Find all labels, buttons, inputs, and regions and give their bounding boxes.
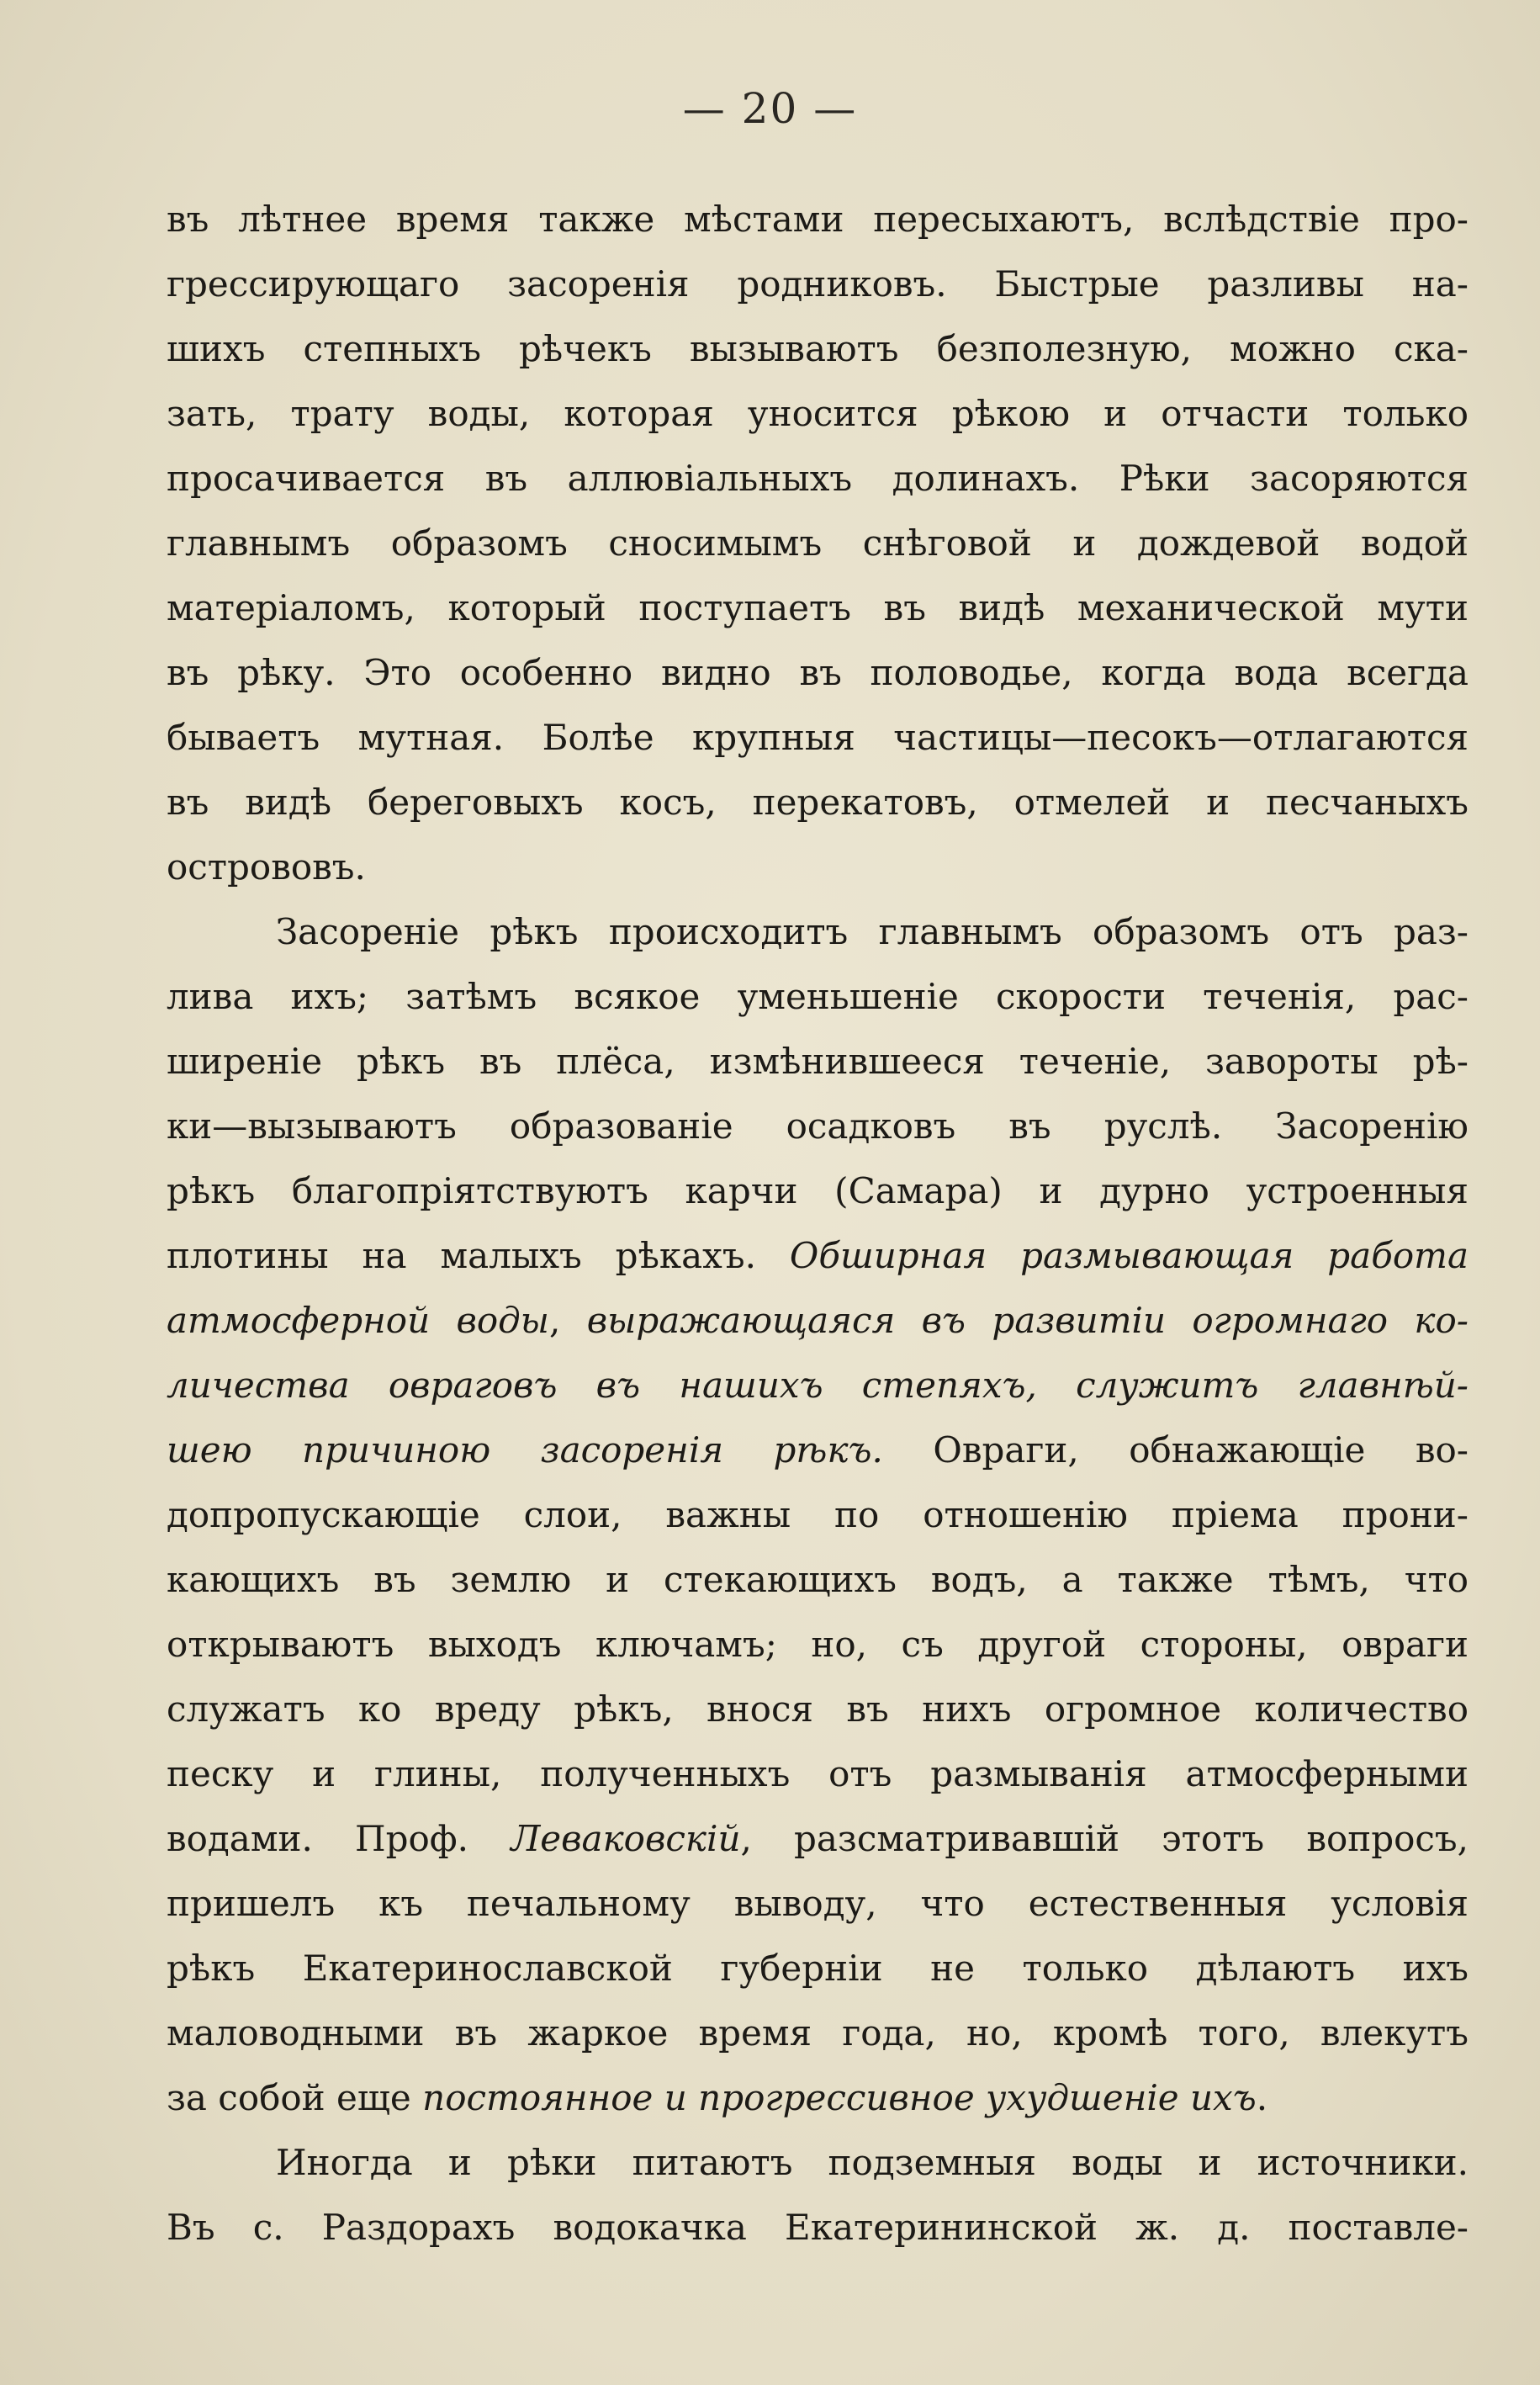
text-line — [167, 1353, 1469, 1418]
italic-segment: атмосферной воды — [167, 1300, 550, 1341]
text-segment: , разсматривавшій этотъ вопросъ, — [740, 1818, 1469, 1859]
text-line — [167, 316, 1469, 381]
text-segment: ширеніе рѣкъ въ плёса, измѣнившееся теченіе, завороты рѣ- — [167, 1041, 1469, 1082]
text-line — [167, 964, 1469, 1029]
text-line — [167, 1547, 1469, 1612]
text-segment: открываютъ выходъ ключамъ; но, съ другой стороны, овраги — [167, 1624, 1469, 1665]
text-line — [167, 1288, 1469, 1353]
text-line — [167, 1482, 1469, 1547]
text-line — [167, 640, 1469, 705]
text-segment: песку и глины, полученныхъ отъ размыванія атмосферными — [167, 1753, 1469, 1794]
text-segment: маловодными въ жаркое время года, но, кромѣ того, влекутъ — [167, 2012, 1469, 2054]
text-line — [167, 446, 1469, 511]
text-segment: главнымъ образомъ сносимымъ снѣговой и дождевой водой — [167, 522, 1469, 564]
text-line — [167, 511, 1469, 575]
text-segment: плотины на малыхъ рѣкахъ. — [167, 1235, 790, 1276]
text-segment: въ лѣтнее время также мѣстами пересыхаютъ, вслѣдствіе про- — [167, 199, 1469, 240]
text-segment: бываетъ мутная. Болѣе крупныя частицы—песокъ—отлагаются — [167, 717, 1469, 758]
text-line — [167, 1223, 1469, 1288]
text-line — [167, 1094, 1469, 1158]
text-segment: острововъ. — [167, 846, 366, 888]
text-segment: просачивается въ аллювіальныхъ долинахъ. Рѣки засоряются — [167, 458, 1469, 499]
paragraph — [167, 187, 1469, 899]
text-line — [167, 2195, 1469, 2260]
text-segment: Овраги, обнажающіе во- — [882, 1429, 1469, 1471]
text-line — [167, 2130, 1469, 2195]
body-text — [167, 187, 1469, 2260]
text-segment: рѣкъ Екатеринославской губерніи не только дѣлаютъ ихъ — [167, 1948, 1469, 1989]
italic-segment: Леваковскій — [511, 1818, 741, 1859]
text-segment: рѣкъ благопріятствуютъ карчи (Самара) и дурно устроенныя — [167, 1170, 1469, 1211]
text-line — [167, 1677, 1469, 1741]
text-segment: въ видѣ береговыхъ косъ, перекатовъ, отмелей и песчаныхъ — [167, 782, 1469, 823]
text-line — [167, 705, 1469, 770]
text-line — [167, 2001, 1469, 2065]
text-segment: въ рѣку. Это особенно видно въ половодье, когда вода всегда — [167, 652, 1469, 693]
text-line — [167, 252, 1469, 316]
italic-segment: Обширная размывающая работа — [789, 1235, 1469, 1276]
text-segment: Въ с. Раздорахъ водокачка Екатерининской ж. д. поставле- — [167, 2207, 1469, 2248]
text-segment: водами. Проф. — [167, 1818, 511, 1859]
text-line — [167, 1741, 1469, 1806]
italic-segment: постоянное и прогрессивное ухудшеніе ихъ — [422, 2077, 1257, 2118]
text-segment: за собой еще — [167, 2077, 423, 2118]
page-number: — 20 — — [682, 84, 858, 133]
italic-segment: личества овраговъ въ нашихъ степяхъ, служитъ главнѣй- — [167, 1365, 1469, 1406]
text-segment: , — [549, 1300, 587, 1341]
text-line — [167, 381, 1469, 446]
text-line — [167, 1936, 1469, 2001]
text-segment: . — [1256, 2077, 1268, 2118]
text-segment: шихъ степныхъ рѣчекъ вызываютъ безполезную, можно ска- — [167, 328, 1469, 369]
paragraph — [167, 2130, 1469, 2260]
italic-segment: шею причиною засоренія рѣкъ. — [167, 1429, 883, 1471]
text-segment: грессирующаго засоренія родниковъ. Быстрые разливы на- — [167, 263, 1469, 305]
text-line — [167, 1871, 1469, 1936]
text-line — [167, 2065, 1469, 2130]
text-segment: ки—вызываютъ образованіе осадковъ въ руслѣ. Засоренію — [167, 1105, 1469, 1147]
text-segment: Иногда и рѣки питаютъ подземныя воды и источники. — [276, 2142, 1469, 2183]
text-line — [167, 1029, 1469, 1094]
text-line — [167, 1158, 1469, 1223]
text-line — [167, 575, 1469, 640]
text-segment: Засореніе рѣкъ происходитъ главнымъ образомъ отъ раз- — [276, 911, 1469, 952]
text-segment: допропускающіе слои, важны по отношенію пріема прони- — [167, 1494, 1469, 1535]
text-segment: кающихъ въ землю и стекающихъ водъ, а также тѣмъ, что — [167, 1559, 1469, 1600]
italic-segment: выражающаяся въ развитіи огромнаго ко- — [586, 1300, 1469, 1341]
text-segment: пришелъ къ печальному выводу, что естественныя условія — [167, 1883, 1469, 1924]
text-segment: зать, трату воды, которая уносится рѣкою и отчасти только — [167, 393, 1469, 434]
text-segment: матеріаломъ, который поступаетъ въ видѣ механической мути — [167, 587, 1469, 628]
text-segment: служатъ ко вреду рѣкъ, внося въ нихъ огромное количество — [167, 1688, 1469, 1730]
text-line — [167, 770, 1469, 835]
text-line — [167, 1806, 1469, 1871]
text-line — [167, 1418, 1469, 1482]
text-segment: лива ихъ; затѣмъ всякое уменьшеніе скорости теченія, рас- — [167, 976, 1469, 1017]
text-line — [167, 187, 1469, 252]
text-line — [167, 835, 1469, 899]
text-line — [167, 899, 1469, 964]
text-line — [167, 1612, 1469, 1677]
paragraph — [167, 899, 1469, 2130]
